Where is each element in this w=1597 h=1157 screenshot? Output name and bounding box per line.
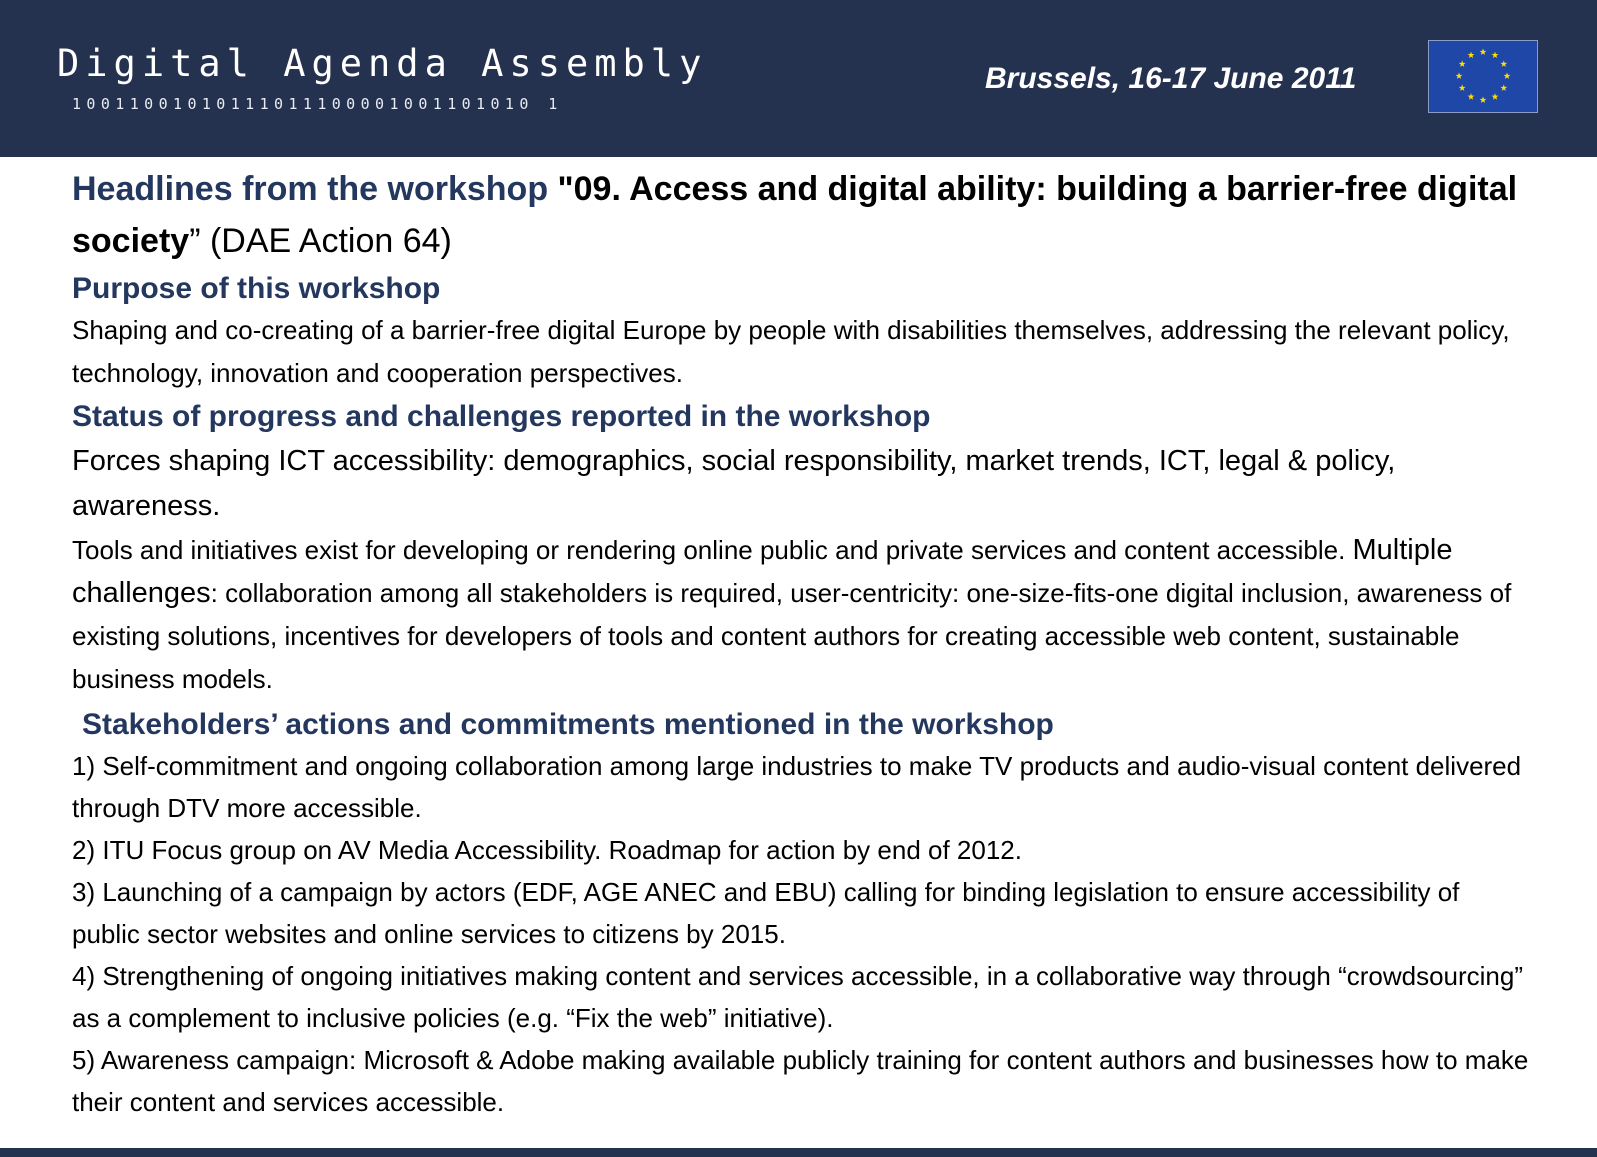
- eu-stars-icon: [1429, 41, 1537, 112]
- eu-star-icon: [1500, 60, 1507, 67]
- list-item: 4) Strengthening of ongoing initiatives making content and services accessible, in a collaborative way through “crowdsourcing” as a complement to inclusive policies (e.g. “Fix the web” initiative).: [72, 961, 1524, 1033]
- workshop-title: "09. Access and digital ability: building a barrier-free digital society: [72, 170, 1518, 260]
- list-item: 2) ITU Focus group on AV Media Accessibility. Roadmap for action by end of 2012.: [72, 835, 1022, 865]
- eu-star-icon: [1492, 52, 1499, 59]
- headline-lead: Headlines from the workshop: [72, 170, 558, 208]
- brand-title: Digital Agenda Assembly: [57, 42, 708, 85]
- eu-star-icon: [1468, 52, 1475, 59]
- event-date-location: Brussels, 16-17 June 2011: [985, 62, 1357, 95]
- eu-star-icon: [1500, 84, 1507, 91]
- eu-star-icon: [1456, 72, 1463, 79]
- list-item: 5) Awareness campaign: Microsoft & Adobe making available publicly training for content authors and businesses how to make their content and services accessible.: [72, 1045, 1529, 1117]
- brand-binary-string: 10011001010111011100001001101010 1: [72, 95, 563, 113]
- purpose-heading: Purpose of this workshop: [72, 272, 441, 305]
- status-forces-text: Forces shaping ICT accessibility: demographics, social responsibility, market trends, ICT, legal & policy, awareness.: [72, 445, 1396, 522]
- list-item: 1) Self-commitment and ongoing collaboration among large industries to make TV products and audio-visual content delivered through DTV more accessible.: [72, 751, 1522, 823]
- status-tools-rest: : collaboration among all stakeholders is required, user-centricity: one-size-fits-one digital inclusion, awareness of existing solutions, incentives for developers of tools and content authors for creating accessible web content, sustainable business models.: [72, 578, 1512, 694]
- status-tools-text: [72, 529, 1532, 701]
- eu-flag-icon: [1428, 40, 1538, 113]
- workshop-headline: [72, 163, 1532, 267]
- eu-star-icon: [1492, 93, 1499, 100]
- headline-close-quote: ”: [189, 222, 201, 260]
- main-content: [72, 163, 1532, 1123]
- list-item: 3) Launching of a campaign by actors (EDF, AGE ANEC and EBU) calling for binding legislation to ensure accessibility of public sector websites and online services to citizens by 2015.: [72, 877, 1460, 949]
- dae-action-reference: (DAE Action 64): [200, 222, 452, 260]
- header-banner: [0, 0, 1597, 157]
- eu-star-icon: [1459, 84, 1466, 91]
- footer-bar: [0, 1148, 1597, 1157]
- eu-star-icon: [1480, 96, 1487, 103]
- eu-star-icon: [1504, 72, 1511, 79]
- status-tools-start: Tools and initiatives exist for developing or rendering online public and private services and content accessible.: [72, 535, 1353, 565]
- eu-star-icon: [1459, 60, 1466, 67]
- purpose-text: Shaping and co-creating of a barrier-free digital Europe by people with disabilities themselves, addressing the relevant policy, technology, innovation and cooperation perspectives.: [72, 315, 1510, 388]
- multiple-challenges-label: Multiple challenges: [72, 534, 1453, 609]
- eu-star-icon: [1468, 93, 1475, 100]
- status-heading: Status of progress and challenges reported in the workshop: [72, 400, 931, 433]
- stakeholders-heading: Stakeholders’ actions and commitments mentioned in the workshop: [82, 708, 1054, 741]
- eu-star-icon: [1480, 48, 1487, 55]
